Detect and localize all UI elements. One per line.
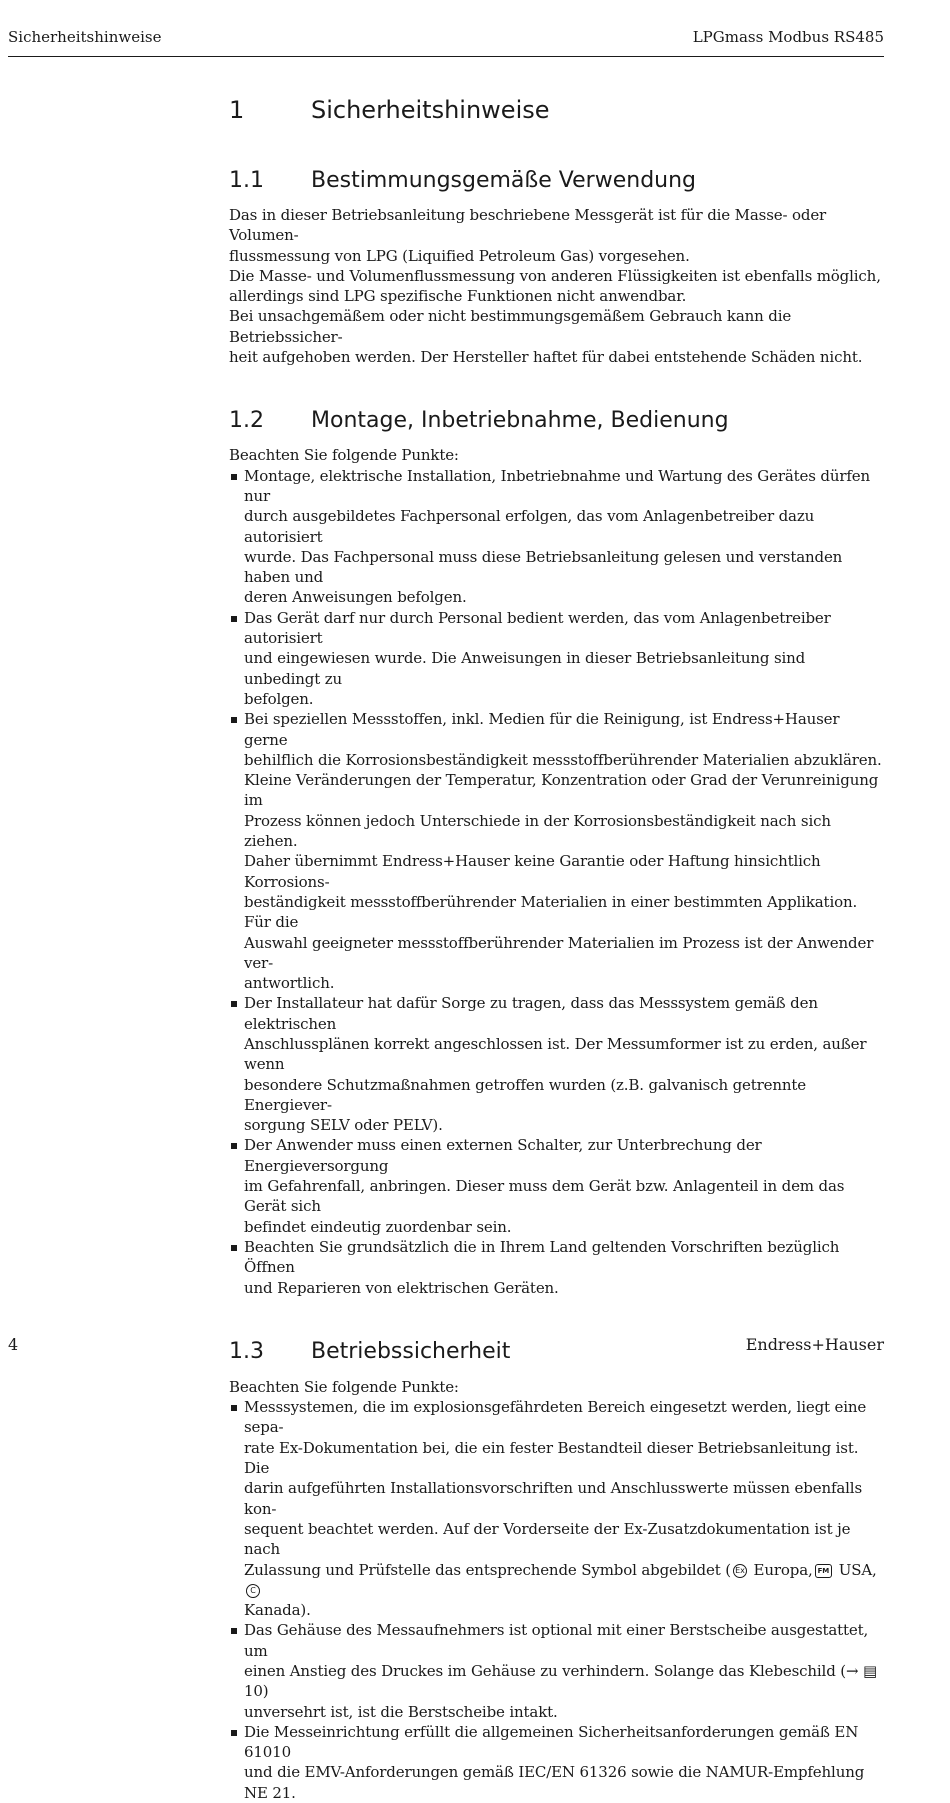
chapter-title: Sicherheitshinweise: [311, 96, 550, 124]
text-line: Montage, elektrische Installation, Inbetriebnahme und Wartung des Gerätes dürfen nur: [244, 466, 871, 505]
page-reference-icon: ▤: [863, 1662, 878, 1680]
text-line: behilflich die Korrosionsbeständigkeit messstoffberührender Materialien abzuklären.: [244, 750, 882, 769]
text-line: sorgung SELV oder PELV).: [244, 1116, 443, 1135]
text-line: wurde. Das Fachpersonal muss diese Betriebsanleitung gelesen und verstanden haben und: [244, 547, 843, 587]
text-line: unversehrt ist, ist die Berstscheibe intakt.: [244, 1702, 558, 1721]
bullet-icon: [231, 1405, 237, 1411]
list-item: [229, 1237, 883, 1298]
bullet-icon: [231, 1730, 237, 1736]
bullet-icon: [231, 1245, 237, 1251]
header-document-title: LPGmass Modbus RS485: [692, 28, 884, 46]
header-section-title: Sicherheitshinweise: [8, 28, 162, 46]
text-line: und Reparieren von elektrischen Geräten.: [244, 1278, 559, 1297]
text-line: rate Ex-Dokumentation bei, die ein fester Bestandteil dieser Betriebsanleitung ist. Die: [244, 1438, 859, 1478]
text-line: Auswahl geeigneter messstoffberührender Materialien im Prozess ist der Anwender ver-: [244, 933, 874, 972]
text-line: Die Messeinrichtung erfüllt die allgemeinen Sicherheitsanforderungen gemäß EN 61010: [244, 1722, 859, 1762]
section-title: Betriebssicherheit: [311, 1339, 511, 1365]
text-line: befindet eindeutig zuordenbar sein.: [244, 1217, 512, 1236]
page-number: 4: [8, 1335, 19, 1354]
list-item: [229, 1722, 883, 1803]
list-item: [229, 709, 883, 993]
page-footer: [8, 1335, 884, 1354]
chapter-heading: [229, 90, 883, 130]
list-item: [229, 608, 883, 709]
text-line: antwortlich.: [244, 974, 335, 993]
section-number: 1.2: [229, 407, 264, 433]
text-line: befolgen.: [244, 689, 314, 708]
text-line: allerdings sind LPG spezifische Funktionen nicht anwendbar.: [229, 287, 687, 306]
text-line: Das Gehäuse des Messaufnehmers ist optional mit einer Berstscheibe ausgestattet, um: [244, 1621, 869, 1660]
text-line: Der Installateur hat dafür Sorge zu tragen, dass das Messsystem gemäß den elektrischen: [244, 994, 818, 1033]
brand-name: Endress+Hauser: [745, 1335, 884, 1354]
ex-icon: Ex: [733, 1564, 747, 1578]
list-item: [229, 1135, 883, 1236]
bullet-icon: [231, 474, 237, 480]
text-line: beständigkeit messstoffberührender Materialien in einer bestimmten Applikation. Für die: [244, 892, 858, 932]
bullet-icon: [231, 717, 237, 723]
list-item: [229, 1397, 883, 1620]
section-heading-1-2: [229, 405, 883, 435]
text-line: Prozess können jedoch Unterschiede in der Korrosionsbeständigkeit nach sich ziehen.: [244, 811, 831, 851]
section-title: Montage, Inbetriebnahme, Bedienung: [311, 407, 729, 433]
bullet-list-1-3: [229, 1397, 883, 1803]
fm-approval-icon: FM: [815, 1564, 832, 1578]
bullet-list-1-2: [229, 466, 883, 1298]
text-line: Kanada).: [244, 1601, 311, 1620]
page-content: [229, 90, 883, 1803]
section-heading-1-1: [229, 165, 883, 195]
text-line: und die EMV-Anforderungen gemäß IEC/EN 61326 sowie die NAMUR-Empfehlung: [244, 1763, 865, 1782]
text-line: flussmessung von LPG (Liquified Petroleum Gas) vorgesehen.: [229, 246, 690, 265]
section-title: Bestimmungsgemäße Verwendung: [311, 167, 697, 193]
bullet-icon: [231, 1628, 237, 1634]
text-line: im Gefahrenfall, anbringen. Dieser muss dem Gerät bzw. Anlagenteil in dem das Gerät sich: [244, 1177, 845, 1216]
bullet-icon: [231, 616, 237, 622]
list-item: [229, 993, 883, 1135]
text-line: einen Anstieg des Druckes im Gehäuse zu verhindern. Solange das Klebeschild (: [244, 1662, 846, 1680]
header-divider: [8, 56, 884, 57]
text-line: Anschlussplänen korrekt angeschlossen ist. Der Messumformer ist zu erden, außer wenn: [244, 1034, 867, 1074]
text-line: Daher übernimmt Endress+Hauser keine Garantie oder Haftung hinsichtlich Korrosions-: [244, 852, 821, 891]
bullet-icon: [231, 1143, 237, 1149]
text-line: NE 21.: [244, 1783, 296, 1802]
text-line: Das Gerät darf nur durch Personal bedient werden, das vom Anlagenbetreiber autorisiert: [244, 608, 831, 648]
arrow-icon: →: [845, 1662, 859, 1680]
text-line: Die Masse- und Volumenflussmessung von anderen Flüssigkeiten ist ebenfalls möglich,: [229, 266, 881, 285]
section-number: 1.3: [229, 1339, 264, 1365]
text-line: darin aufgeführten Installationsvorschriften und Anschlusswerte müssen ebenfalls kon-: [244, 1479, 862, 1518]
section-body-1-1: [229, 205, 883, 367]
list-item: [229, 1620, 883, 1721]
section-number: 1.1: [229, 167, 264, 193]
section-intro: Beachten Sie folgende Punkte:: [229, 446, 459, 465]
text-line: Das in dieser Betriebsanleitung beschriebene Messgerät ist für die Masse- oder Volumen-: [229, 206, 827, 245]
text-line: Zulassung und Prüfstelle das entsprechende Symbol abgebildet (: [244, 1560, 731, 1579]
text-line: heit aufgehoben werden. Der Hersteller haftet für dabei entstehende Schäden nicht.: [229, 348, 863, 367]
text-line: durch ausgebildetes Fachpersonal erfolgen, das vom Anlagenbetreiber dazu autorisiert: [244, 507, 815, 546]
text-line: Beachten Sie grundsätzlich die in Ihrem Land geltenden Vorschriften bezüglich Öffnen: [244, 1237, 840, 1277]
text-line: Bei speziellen Messstoffen, inkl. Medien für die Reinigung, ist Endress+Hauser gerne: [244, 710, 840, 749]
csa-icon: C: [246, 1584, 260, 1598]
text-line: Der Anwender muss einen externen Schalter, zur Unterbrechung der Energieversorgung: [244, 1136, 762, 1175]
chapter-number: 1: [229, 96, 245, 124]
page-reference: 10): [244, 1682, 269, 1701]
bullet-icon: [231, 1001, 237, 1007]
page-header: [8, 28, 884, 46]
section-intro: Beachten Sie folgende Punkte:: [229, 1377, 459, 1396]
text-fragment: Europa,: [748, 1560, 813, 1579]
text-line: sequent beachtet werden. Auf der Vorderseite der Ex-Zusatzdokumentation ist je nach: [244, 1519, 851, 1559]
text-line: Bei unsachgemäßem oder nicht bestimmungsgemäßem Gebrauch kann die Betriebssicher-: [229, 307, 792, 346]
text-line: deren Anweisungen befolgen.: [244, 588, 467, 607]
text-line: besondere Schutzmaßnahmen getroffen wurden (z.B. galvanisch getrennte Energiever-: [244, 1075, 807, 1114]
text-line: Messsystemen, die im explosionsgefährdeten Bereich eingesetzt werden, liegt eine sepa-: [244, 1398, 867, 1437]
text-line: Kleine Veränderungen der Temperatur, Konzentration oder Grad der Verunreinigung im: [244, 771, 879, 810]
text-line: und eingewiesen wurde. Die Anweisungen in dieser Betriebsanleitung sind unbedingt zu: [244, 649, 806, 688]
text-fragment: USA,: [834, 1560, 877, 1579]
list-item: [229, 466, 883, 608]
